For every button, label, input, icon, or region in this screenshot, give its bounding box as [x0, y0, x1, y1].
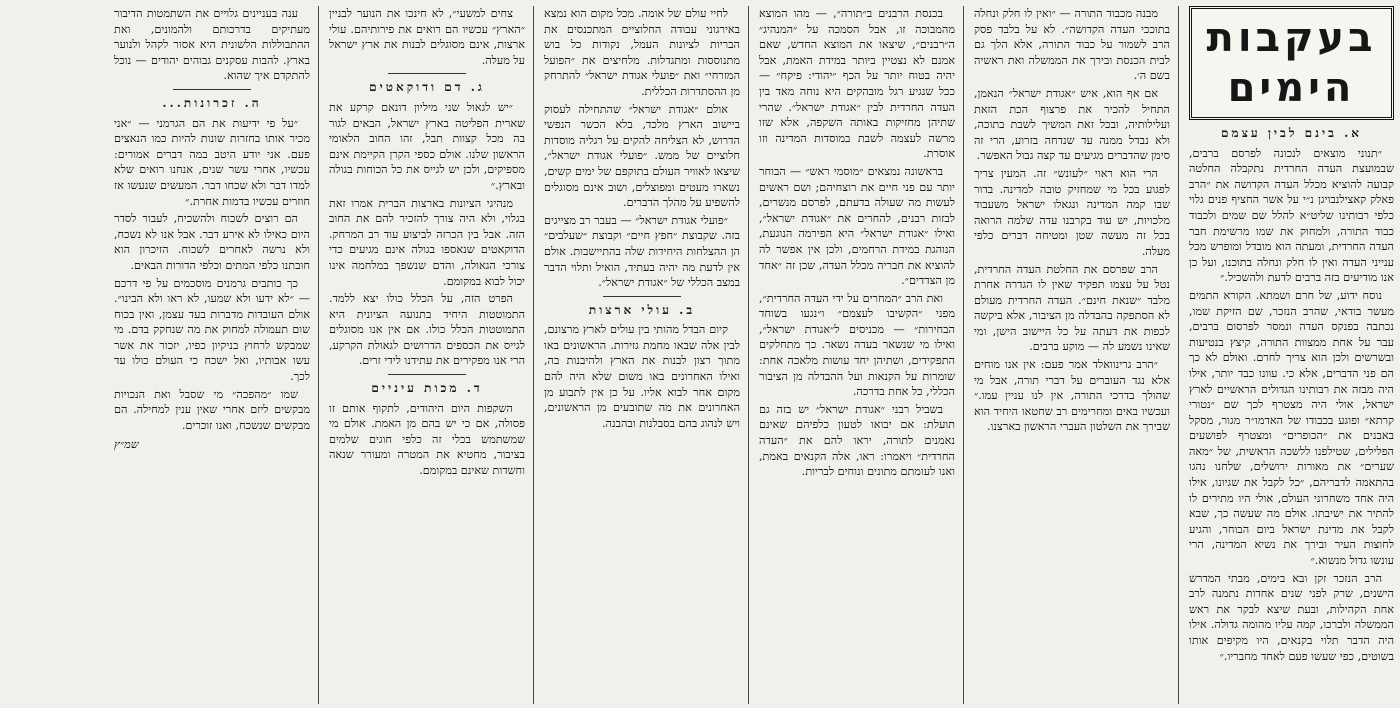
column-2	[974, 6, 1179, 704]
section-heading: ג. דם ודוקאטים	[369, 80, 485, 95]
paragraph: ״על פי ידיעות את הם הגרמני — ״אני מכיר אותו בחזרות שונות להיות כמו הנאצים פעם. אני יודע היטב במה דברים אמורים: עכשיו, אחרי עשר שנים, אנחנו רואים שלא למדו דבר ולא שכחו דבר. המעשים שנעשו אז חוזרים עכשיו בדמות אחרת.״	[114, 116, 310, 208]
paragraph: הרב הנזכר זקן ובא בימים, מבתי המדרש הישנים, שרק לפני שנים אחדות נתמנה לרב אחת הקהילות, ובעת שיצא לבקר את ראש הממשלה ולברכו, קמה עליו מהומה גדולה. אילו היה הדבר תלוי בקנאים, היו מקיפים אותו בשוטים, כפי שעשו פעם לאחד מחבריו.״	[1189, 571, 1394, 663]
paragraph: אולם ״אגודת ישראל״ שהתחילה לעסוק ביישוב הארץ מלכד, בלא הכשר הנפשי הדרוש, לא הצליחה להקים על רגליה מוסדות חלוציים של ממש. ״פועלי אגודת ישראל״, שיצאו לאוויר העולם בתוקפם של ימים קשים, נשארו מעטים ומפוצלים, ושוב אינם מסוגלים להשפיע על מהלך הדברים.	[544, 102, 740, 210]
column-4	[544, 6, 749, 704]
author-signature: שמ״ץ	[114, 438, 139, 452]
paragraph: ענה בעניינים גלויים את השתמטות הדיבור מעתיקים בדרכותם ולהמונים, ואת ההתבוללות הלשונית היא אסור לקהל ולנוער בארץ. להבות עסקנים גבוהים יהודים — נוכל להתקדם איך שהוא.	[114, 7, 310, 83]
section-divider	[603, 296, 681, 297]
column-6	[114, 6, 319, 704]
section-divider	[388, 73, 466, 74]
section-heading: ב. עולי ארצות	[588, 302, 696, 317]
paragraph: בראשונה נמצאים ״מוסמי ראש״ — הבוחר יותר עם פני חיים את רוצחיהם; ושם ראשים לעשות מה שעולה בדעתם, לפרסם מנשרים, לבזות רבנים, להחרים את ״אגודת ישראל״, ואילו ״אגודת ישראל״ היא הפירמה הנוגעת, הנוהגת במידת הרחמים, ולכן אין אפשר לה להוציא את חבריה מכלל העדה, שכן זה ״אחד מן הצדדים״.	[759, 164, 955, 288]
column-1	[1189, 6, 1394, 704]
paragraph: מבנה מכבוד התורה — ״ואין לו חלק ונחלה בתוככי העדה הקדושה״. לא על בלבד פסק הרב לשמור על כבוד התורה, אלא הלך גם לבית הכנסת ובירך את הממשלה ואת ראשיה בשם ה׳.	[974, 7, 1170, 83]
paragraph: ״פועלי אגודת ישראל״ — בעבר רב מצייגים בזה. שקבוצת ״חפץ חיים״ וקבוצת ״שעלבים״ הן ההצלחות היחידות שלה בהתיישבות. אולם אין לדעת מה יהיה בעתיד, הואיל ותלוי הדבר במצב הכללי של ״אגודת ישראל״.	[544, 213, 740, 290]
paragraph: קיום הבדל מהותי בין עולים לארץ מרצונם, לבין אלה שבאו מחמת גזירות. הראשונים באו מתוך רצון לבנות את הארץ ולהיבנות בה, ואילו האחרונים באו משום שלא היה להם מקום אחר לבוא אליו. על כן אין לתבוע מן האחרונים את מה שתובעים מן הראשונים, ויש לנהוג בהם בסבלנות ובהבנה.	[544, 323, 740, 430]
paragraph: אם אף הוא, איש ״אגודת ישראל״ הנאמן, התחיל להכיר את פרצוף הכת הזאת ועלילותיה, ובכל זאת המשיך לשבת בתוכה, ולא נבדל ממנה עד שנדחה בזרוע, הרי זה סימן שהדברים מגיעים עד קצה גבול האפשר.	[974, 86, 1170, 163]
column-5	[329, 6, 534, 704]
paragraph: הם רוצים לשכוח ולהשכיח, לעבור לסדר היום כאילו לא אירע דבר. אבל אנו לא נשכח, ולא נרשה לאחרים לשכוח. הזיכרון הוא חובתנו כלפי המתים וכלפי הדורות הבאים.	[114, 212, 310, 272]
paragraph: צחים למשעי״, לא חינכו את הנוער לבניין ״הארץ״ עכשיו הם רואים את פירותיהם. עולי ארצות, אינם מסוגלים לבנות את ארץ ישראל על מעלה.	[329, 7, 525, 67]
paragraph: השקפות היום היהודים, לתקוף אותם זו פסולה, אם כי יש בהם מן האמת. אולם מי שמשתמש בכלי זה כלפי חוגים שלמים בציבור, מחטיא את המטרה ומעורר שנאה וחשדות שאינם במקומם.	[329, 401, 525, 478]
paragraph: בכנסת הרבנים ב״תורה״, — מהו המוצא מהמבוכה זו, אבל הסמכה על ״המנהיג״ ה״רבנים״, שיצאו את המוצא החדש, שאם אמנם לא נצטיין ביותר במידת האמת, אבל יהיה בטוח יותר על הכף ״יהודי: פיקח״ — ככל שנגיע רגל מובהקים היא נוחה מאד בין העדה החרדית לבין ״אגודת ישראל״. שהרי שתיהן מחזיקות באותה השקפה, אלא שזו מרשה לעצמה לשבת במוסדות המדינה וזו אוסרת.	[759, 7, 955, 161]
section-heading: א. בינם לבין עצמם	[1220, 126, 1363, 140]
masthead-title: בעקבות הימים	[1206, 15, 1377, 111]
paragraph: הרב שפרסם את החלטת העדה החרדית, נטל על עצמו תפקיד שאין לו הגדרה אחרת מלבד ״שנאת חינם״. העדה החרדית מעולם לא הסתפקה בהבדלה מן הציבור, אלא ביקשה לכפות את דעתה על כל היישוב הישן, ומי שאינו נשמע לה — מוקע ברבים.	[974, 262, 1170, 354]
paragraph: הפרט הזה, על הכלל כולו יצא ללמד. התמוטטות היחיד בתנועה הציונית היא התמוטטות הכלל כולו. אם אין אנו מסוגלים לגייס את הכספים הדרושים לגאולת הקרקע, הרי אנו מפקירים את עתידנו לידי זרים.	[329, 292, 525, 368]
paragraph: מנהיגי הציונות בארצות הברית אמרו זאת בגלוי, ולא היה צורך להזכיר להם את החוב הזה. אבל בין הכרזה לביצוע עוד רב המרחק. הדוקאטים שנאספו בגולה אינם מגיעים כדי צורכי הגאולה, והדם שנשפך במלחמה אינו יכול לבוא במקומם.	[329, 196, 525, 288]
column-3	[759, 6, 964, 704]
section-heading: ד. מכות עיניים	[371, 381, 483, 396]
paragraph: נוסח ידוע, של חרם ושמתא. הקורא התמים מעשר בודאי, שהרב הנזכר, שם הזיקת שמו, נכתבה בפנקס העדה ונמסר לפרסום ברבים, עבר על אחת ממצוות התורה, קיצץ בנטיעות ובשרשים ולכן הוא צריך לחרם. ואולם לא כך הם פני הדברים, אלא כי. עוונו כבד יותר, אילו היה מבזה את רבותינו הגדולים הראשיים לארץ ישראל, אולי היה מצטרף לכך שם ״נטורי קרתא״ ופוגע בכבודו של האדמו״ר מגור, מסקל באבנים את ״הכופרים״ ומצטרף לפושעים הפלילים, שטילפנו ללשכה הראשית, של ״מאה שערים״ את מאורות ירושלים, שלחנו נהגו בהתאמה לדבריהם, ״כל לקבל את שגיונו, אילו היה אחד משחרוני העולם, אולי היו מתירים לו להתיר את ישיבתו. אולם מה שעשה כך, שבא לקבל את מדינת ישראל ביום הבוחר, והגיע לחוצות העיר ובירך את נשיא המדינה, הרי עונשו גדול מנשוא.״	[1189, 288, 1394, 568]
paragraph: הרי הוא ראוי ״לעונש״ זה. המעין צריך לפגוע בכל מי שמחזיק טובה למדינה. בדור שבו קמה המדינה ונגאלו ישראל משעבוד מלכויות, יש עוד בקרבנו עדה שלמה הרואה בכל זה מעשה שטן ומטיחה דברים כלפי מעלה.	[974, 166, 1170, 258]
paragraph: כך כותבים גרמנים מוסכמים על פי דרכם — ״לא ידעו ולא שמעו, לא ראו ולא הבינו״. אולם העובדות מדברות בעד עצמן, ואין בכוח שום תעמולה למחוק את מה שנחקק בדם. מי שמבקש לרחוץ בניקיון כפיו, יזכור את אשר עשו אבותיו, ואל ישכח כי העולם כולו עד לכך.	[114, 276, 310, 384]
section-heading: ה. זכרונות...	[162, 95, 262, 110]
paragraph: בשביל רבני ״אגודת ישראל״ יש בזה גם תועלת: אם יבואו לטעון כלפיהם שאינם נאמנים לתורה, יראו להם את ״העדה החרדית״ ויאמרו: ראו, אלה הקנאים באמת, ואנו לעומתם מתונים ונוחים לבריות.	[759, 402, 955, 479]
paragraph: ״תנוני מוצאים לנכונה לפרסם ברבים, שבמועצת העדה החרדית נתקבלה החלטה קבועה להוציא מכלל העדה הקדושה את ״הרב פאלק קאצילנבויגן נ״י על אשר החציף פנים גלוי כלפי רבותינו שליט״א להלל שם שמים ולכבוד כבוד התורה, ולמחוק את שמו מרשימת חבר העדה החרדית, ומעתה הוא מובדל ומופרש מכל ענייני העדה ואין לו חלק ונחלה בתוכנו, ועל כן אנו מודיעים בזה ברבים לדעת ולהשכיל.״	[1189, 146, 1394, 285]
paragraph: ״הרב גרינוואלד אמר פעם: אין אנו מוחים אלא נגד העוברים על דברי תורה, אבל מי שהולך בדרכי התורה, אין לנו עניין עמו.״ ועכשיו באים ומחרימים רב שחטאו היחיד הוא שבירך את השלטון העברי הראשון בארצנו.	[974, 358, 1170, 434]
paragraph: ואת הרב ״המחרים על ידי העדה החרדית״, מפני ״הקשיבו לעצמם״ ו״נגעו בשוחד הבחירות״ — מכניסים ל״אגודת ישראל״, ואילו מי שנשאר בעדה נשאר. כך מתחלקים התפקידים, ושתיהן יחד עושות מלאכה אחת: שומרות על הקנאות ועל ההבדלה מן הציבור הכללי, כל אחת בדרכה.	[759, 291, 955, 399]
paragraph: ״יש לגאול שני מיליון דונאם קרקע את שארית הפליטה בארץ ישראל, הבאים לגור בה מכל קצוות תבל, זהו החוב הלאומי הראשון שלנו. אולם כספי הקרן הקיימת אינם מספיקים, ולכן יש לגייס את כל הכוחות בגולה ובארץ.״	[329, 100, 525, 192]
section-divider	[173, 89, 251, 90]
paragraph: שמו ״מהפכה״ מי שסבל ואת הנכויות מבקשים ליזם אחרי שאין ענין למחילה. הם מבקשים שנשכח, ואנו זוכרים.	[114, 387, 310, 432]
paragraph: לחיי עולם של אומה. מכל מקום הוא נמצא באירגוני עבודה החלוציים המתכנסים את הבריות לציונות העמל, נקודות כל בוש מתנוססות ומתגדלות. מלחיצים את ״הפועל המזרחי״ ואת ״פועלי אגודת ישראל״ להתרחק מן ההסתדרות הכללית.	[544, 7, 740, 98]
section-divider	[388, 374, 466, 375]
masthead	[1189, 6, 1394, 120]
